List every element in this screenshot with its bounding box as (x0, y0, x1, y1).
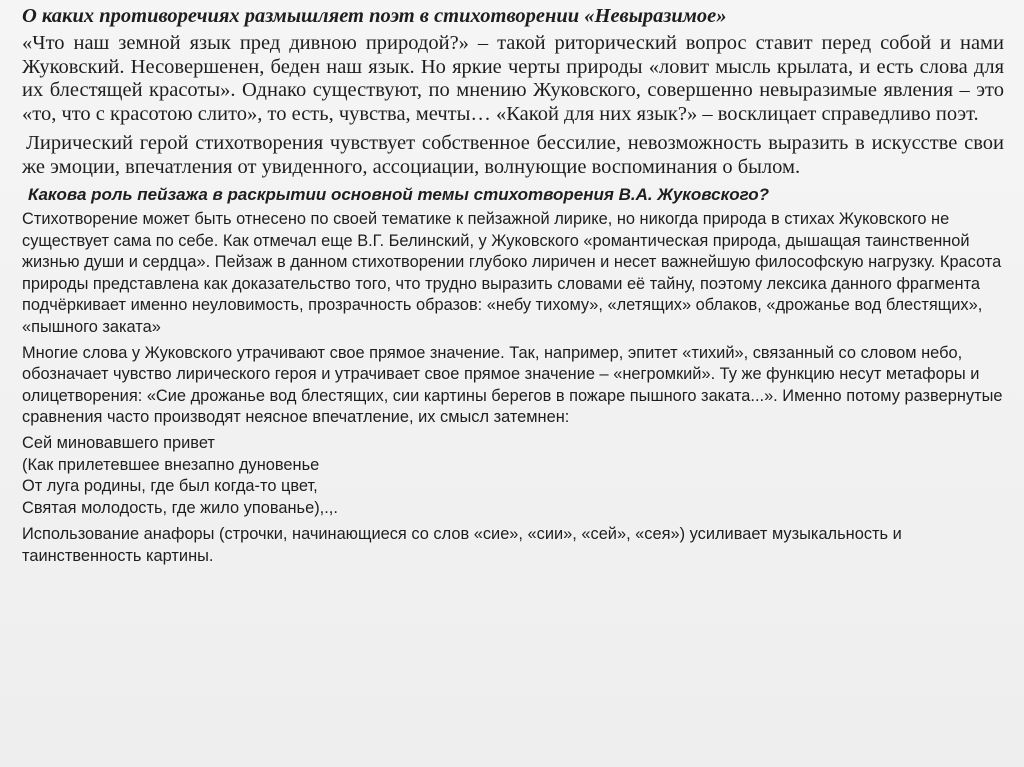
question-heading-1: О каких противоречиях размышляет поэт в стихотворении «Невыразимое» (22, 5, 727, 27)
poem-line: От луга родины, где был когда-то цвет, (22, 477, 318, 496)
poem-line: (Как прилетевшее внезапно дуновенье (22, 455, 320, 474)
poem-quote (22, 433, 1004, 519)
paragraph-rhetorical-question: «Что наш земной язык пред дивною природой?» – такой риторический вопрос ставит перед собой и нами Жуковский. Несовершенен, беден наш язык. Но яркие черты природы «ловит мысль крылата, и есть слова для их блестящей красоты». Однако существуют, по мнению Жуковского, совершенно невыразимые явления – это «то, что с красотою слито», то есть, чувства, мечты… «Какой для них язык?» – восклицает справедливо поэт. (22, 32, 1004, 125)
poem-line: Святая молодость, где жило упованье),.,. (22, 498, 338, 517)
paragraph-anaphora: Использование анафоры (строчки, начинающиеся со слов «сие», «сии», «сей», «сея») усиливает музыкальность и таинственность картины. (22, 525, 902, 565)
paragraph-word-meaning: Многие слова у Жуковского утрачивают свое прямое значение. Так, например, эпитет «тихий», связанный со словом небо, обозначает чувство лирического героя и утрачивает свое прямое значение – «негромкий». Ту же функцию несут метафоры и олицетворения: «Сие дрожанье вод блестящих, сии картины берегов в пожаре пышного заката...». Именно потому развернутые сравнения часто производят неясное впечатление, их смысл затемнен: (22, 343, 1003, 427)
paragraph-lyrical-hero: Лирический герой стихотворения чувствует собственное бессилие, невозможность выразить в искусстве свои же эмоции, впечатления от увиденного, ассоциации, волнующие воспоминания о былом. (22, 132, 1004, 178)
paragraph-landscape-role: Стихотворение может быть отнесено по своей тематике к пейзажной лирике, но никогда природа в стихах Жуковского не существует сама по себе. Как отмечал еще В.Г. Белинский, у Жуковского «романтическая природа, дышащая таинственной жизнью души и сердца». Пейзаж в данном стихотворении глубоко лиричен и несет важнейшую философскую нагрузку. Красота природы представлена как доказательство того, что трудно выразить словами её тайну, поэтому лексика данного фрагмента подчёркивает именно неуловимость, прозрачность образов: «небу тихому», «летящих» облаков, «дрожанье вод блестящих», «пышного заката» (22, 210, 1002, 336)
question-heading-2: Какова роль пейзажа в раскрытии основной темы стихотворения В.А. Жуковского? (28, 185, 770, 204)
poem-line: Сей миновавшего привет (22, 433, 215, 452)
slide-content (22, 4, 1004, 568)
